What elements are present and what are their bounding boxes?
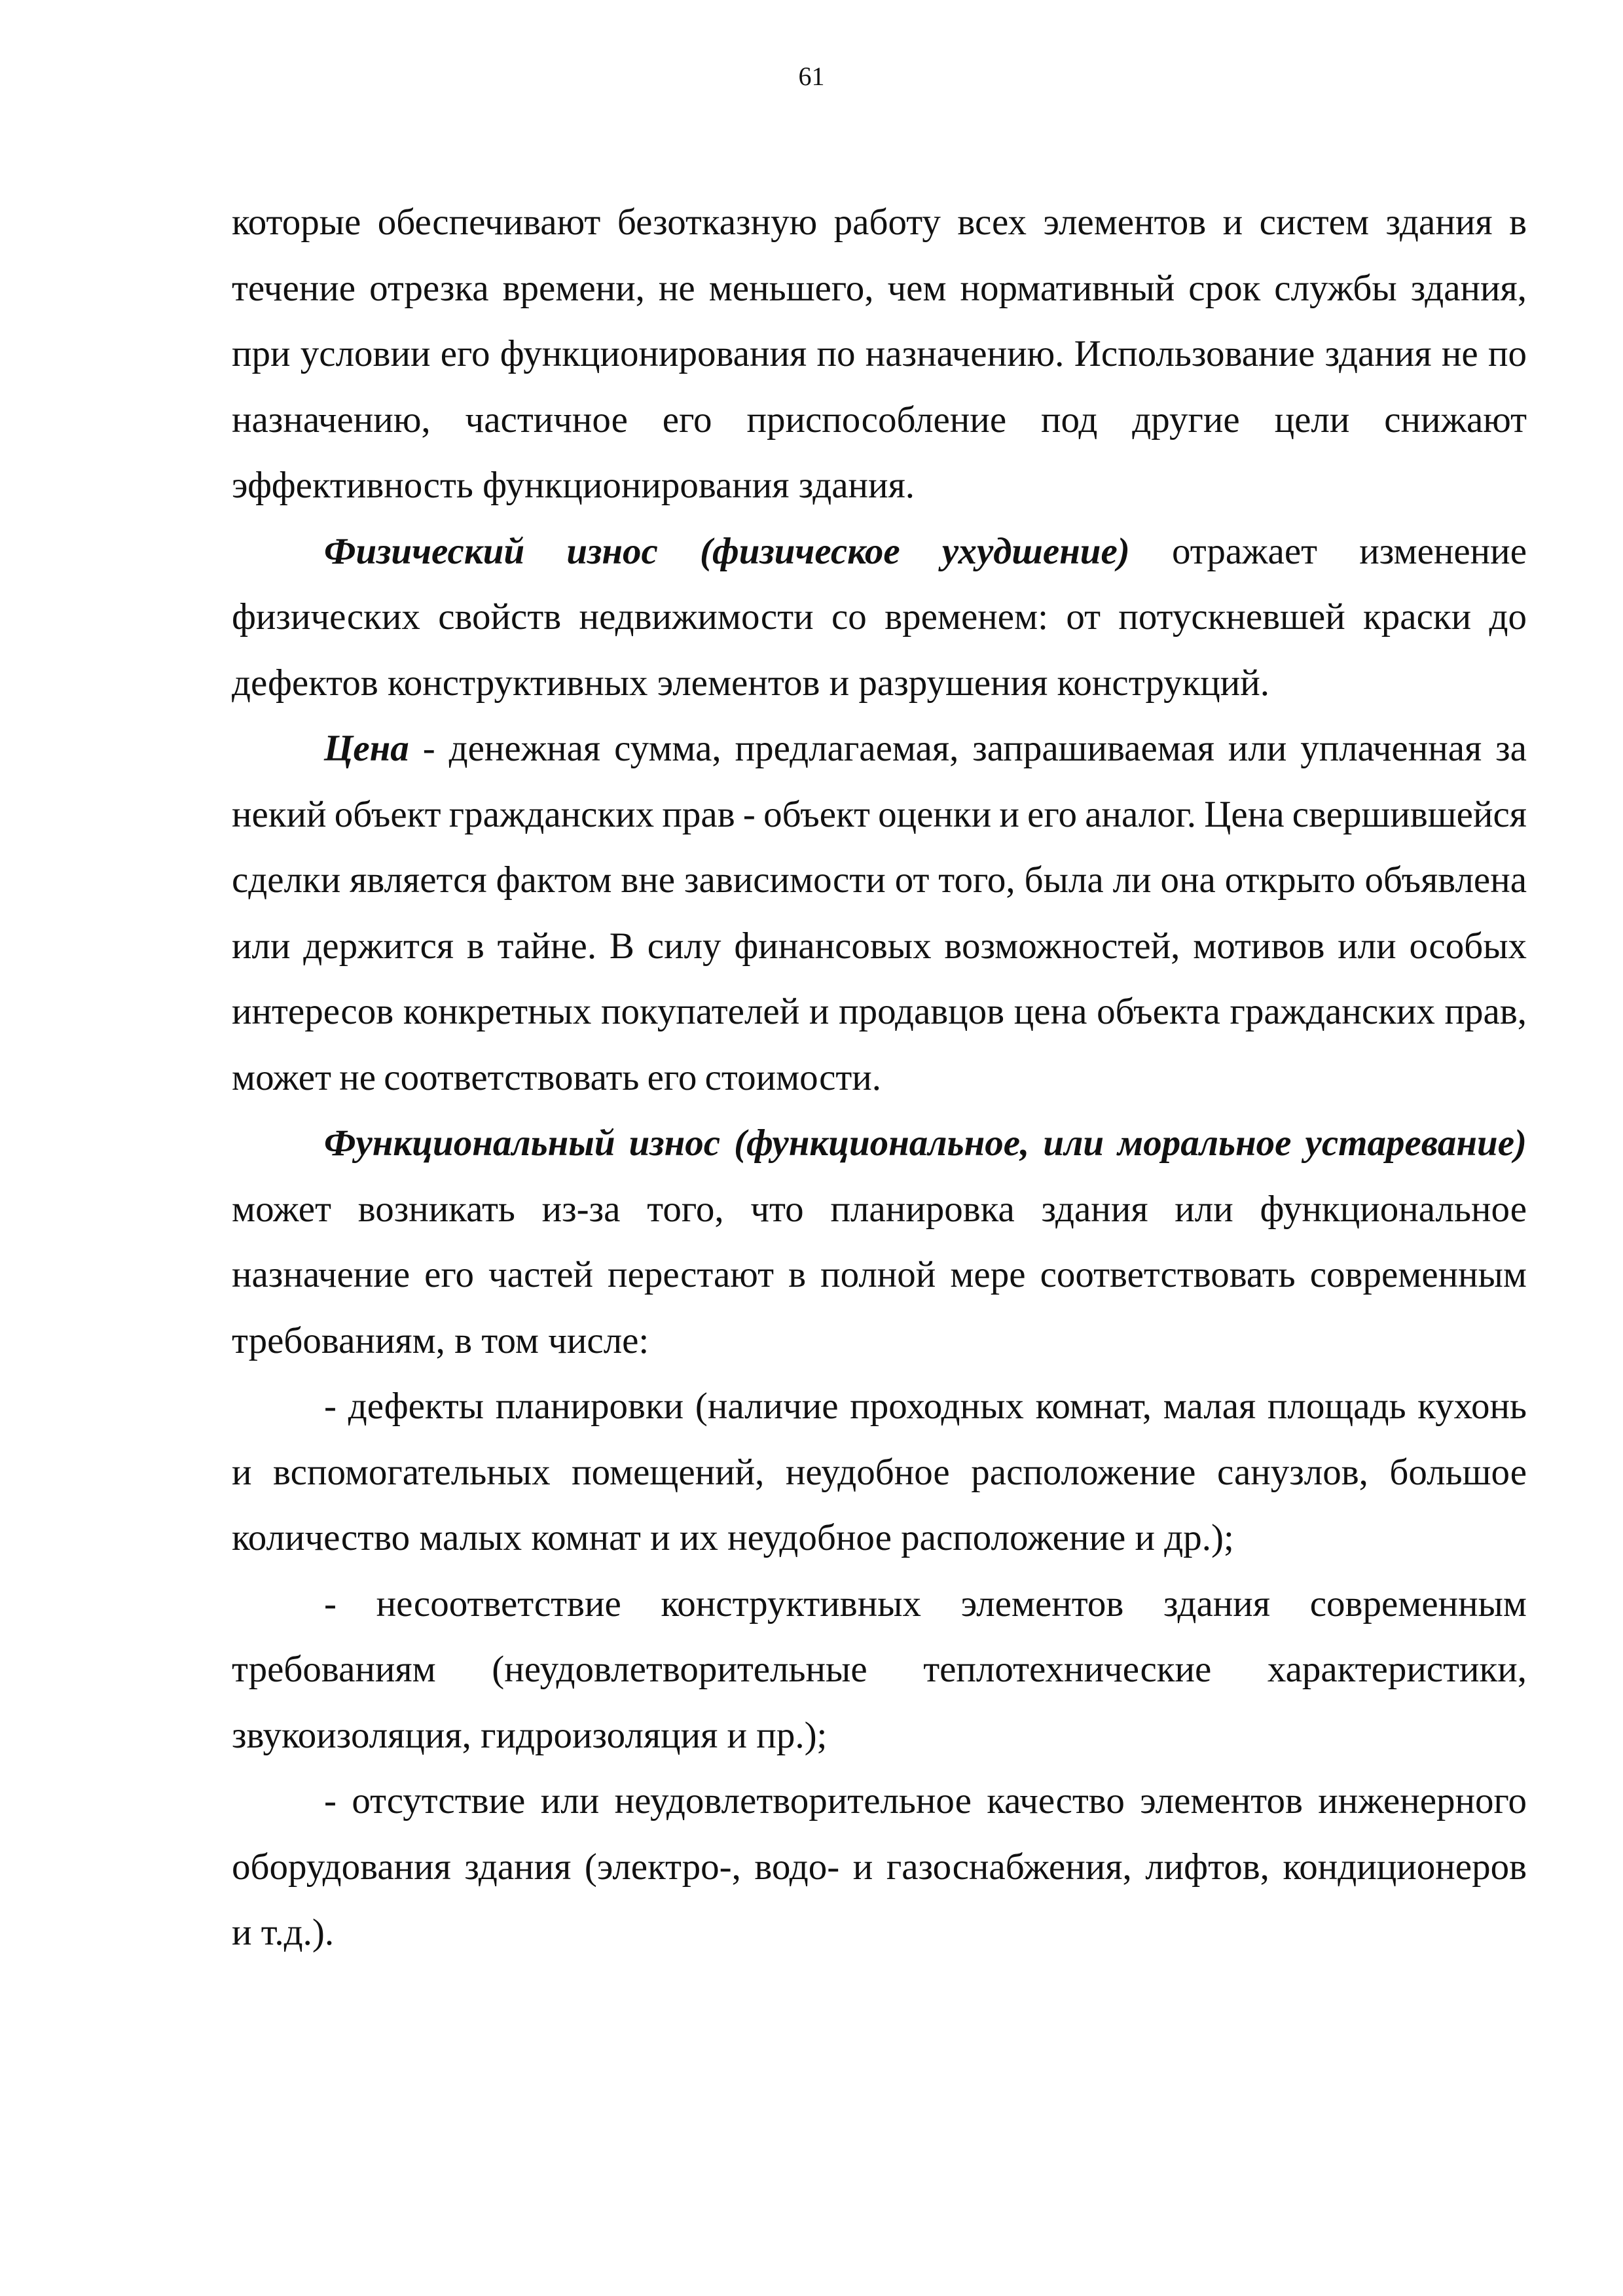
page-number: 61 (798, 62, 825, 91)
paragraph-continuation: которые обеспечивают безотказную работу всех элементов и систем здания в течение отрезка времени, не меньшего, чем нормативный срок службы здания, при условии его функционирования по назначению. Использование здания не по назначению, частичное его приспособление под другие цели снижают эффективность функционирования здания. (232, 202, 1527, 506)
list-item-engineering-equipment: - отсутствие или неудовлетворительное качество элементов инженерного оборудования здания (электро-, водо- и газоснабжения, лифтов, кондиционеров и т.д.). (232, 1780, 1527, 1953)
term-physical-wear: Физический износ (физическое ухудшение) (324, 530, 1130, 572)
definition-functional-wear: может возникать из-за того, что планировка здания или функциональное назначение его частей перестают в полной мере соответствовать современным требованиям, в том числе: (232, 1188, 1527, 1361)
paragraph-physical-wear (232, 519, 1527, 717)
list-item-structural-mismatch: - несоответствие конструктивных элементов здания современным требованиям (неудовлетворительные теплотехнические характеристики, звукоизоляция, гидроизоляция и пр.); (232, 1583, 1527, 1756)
list-item-layout-defects: - дефекты планировки (наличие проходных комнат, малая площадь кухонь и вспомогательных помещений, неудобное расположение санузлов, большое количество малых комнат и их неудобное расположение и др.); (232, 1386, 1527, 1558)
definition-price: - денежная сумма, предлагаемая, запрашиваемая или уплаченная за некий объект гражданских прав - объект оценки и его аналог. Цена свершившейся сделки является фактом вне зависимости от того, была ли она открыто объявлена или держится в тайне. В силу финансовых возможностей, мотивов или особых интересов конкретных покупателей и продавцов цена объекта гражданских прав, может не соответствовать его стоимости. (232, 728, 1527, 1098)
page-body (232, 190, 1527, 1966)
paragraph-price (232, 716, 1527, 1111)
definition-physical-wear: отражает изменение физических свойств недвижимости со временем: от потускневшей краски до дефектов конструктивных элементов и разрушения конструкций. (232, 530, 1527, 704)
term-functional-wear: Функциональный износ (функциональное, или моральное устаревание) (324, 1122, 1527, 1164)
term-price: Цена (324, 728, 409, 769)
paragraph-functional-wear (232, 1111, 1527, 1374)
